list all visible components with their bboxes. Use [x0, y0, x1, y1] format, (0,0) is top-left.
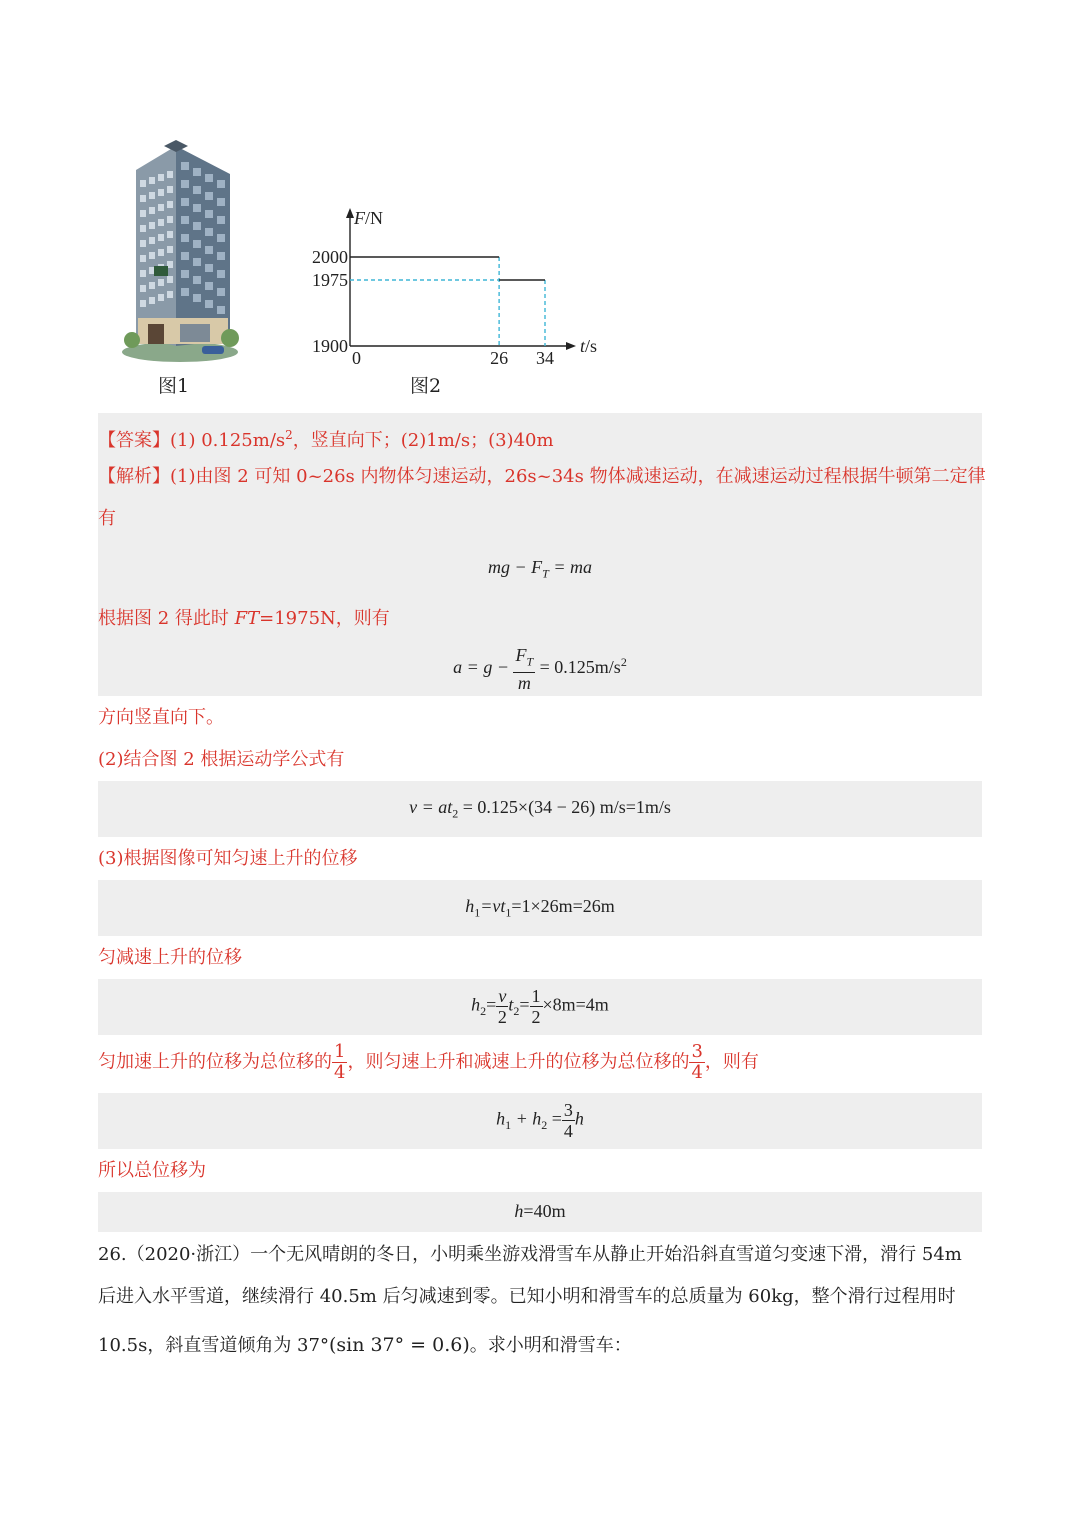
eq5-rest: ×8m=4m	[542, 994, 609, 1015]
line7-frac2	[689, 1042, 704, 1083]
answer-line	[98, 423, 554, 453]
frac1-num: 1	[334, 1041, 346, 1062]
eq5-num2: 1	[531, 986, 541, 1006]
eq2-fraction	[513, 645, 535, 693]
eq2-rhs-sup: 2	[620, 654, 627, 669]
eq2-num-text: F	[515, 645, 527, 665]
eq4-a: h	[465, 896, 475, 916]
eq3-b: = 0.125×(34 − 26) m/s=1m/s	[458, 797, 671, 817]
eq4-sub2: 1	[505, 905, 512, 920]
equation-5	[0, 986, 1080, 1027]
analysis-line-1	[98, 465, 986, 489]
eq5-sub2: 2	[513, 1004, 520, 1019]
eq6-num: 3	[563, 1100, 573, 1120]
building-illustration	[118, 140, 244, 366]
analysis-line-3: 方向竖直向下。	[98, 707, 224, 728]
analysis-line-2	[98, 607, 390, 631]
analysis-line-5: (3)根据图像可知匀速上升的位移	[98, 848, 358, 869]
x-tick-label-0: 0	[352, 348, 361, 368]
eq4-sub1: 1	[474, 905, 481, 920]
answer-tag: 【答案】	[98, 430, 170, 451]
frac1-den: 4	[334, 1062, 346, 1083]
analysis-line-1-text: (1)由图 2 可知 0~26s 内物体匀速运动，26s~34s 物体减速运动，在减速运动过程根据牛顿第二定律	[170, 466, 986, 487]
equation-2	[0, 645, 1080, 693]
y-axis-label: F/N	[354, 208, 383, 228]
analysis-tag: 【解析】	[98, 466, 170, 487]
line7-b: ，则匀速上升和减速上升的位移为总位移的	[347, 1051, 690, 1073]
answer-text-a: (1) 0.125m/s	[170, 430, 286, 451]
eq1-left: mg − F	[488, 557, 543, 577]
eq2-num	[513, 645, 535, 673]
frac2-num: 3	[691, 1041, 703, 1062]
eq7-b: =40m	[523, 1201, 566, 1221]
equation-6	[0, 1100, 1080, 1141]
eq6-sub2: 2	[541, 1118, 548, 1133]
analysis-line-8: 所以总位移为	[98, 1160, 206, 1181]
eq6-den: 4	[563, 1121, 573, 1141]
line7-frac1	[332, 1042, 347, 1083]
line7-a: 匀加速上升的位移为总位移的	[98, 1051, 332, 1073]
line7-c: ，则有	[704, 1051, 759, 1073]
equation-3	[0, 797, 1080, 822]
analysis-line-7	[98, 1042, 759, 1083]
equation-1	[0, 557, 1080, 582]
eq4-b: =vt	[480, 896, 506, 916]
answer-sup: 2	[285, 428, 293, 442]
x-axis-label: t/s	[580, 336, 598, 356]
y-tick-label-2000: 2000	[312, 247, 348, 267]
eq6-c: =	[547, 1108, 562, 1129]
eq2-rhs: = 0.125m/s	[539, 656, 621, 677]
eq3-sub: 2	[452, 806, 459, 821]
question-line-1: 26.（2020·浙江）一个无风晴朗的冬日，小明乘坐游戏滑雪车从静止开始沿斜直雪道匀变速下滑，滑行 54m	[98, 1244, 962, 1265]
equation-7	[0, 1201, 1080, 1222]
y-tick-label-1975: 1975	[312, 270, 348, 290]
figure-2-caption: 图2	[410, 375, 442, 397]
eq4-c: =1×26m=26m	[511, 896, 615, 916]
eq5-frac2	[530, 986, 543, 1027]
eq5-den1: 2	[497, 1007, 507, 1027]
eq5-den2: 2	[531, 1007, 541, 1027]
eq2-num-sub: T	[526, 654, 534, 669]
eq7-a: h	[514, 1201, 524, 1221]
figure-1-caption: 图1	[158, 375, 190, 397]
x-axis-arrow	[566, 342, 576, 350]
eq5-eq: =	[486, 994, 497, 1015]
question-line-3-a: 10.5s，斜直雪道倾角为 37°	[98, 1335, 329, 1356]
eq6-b: + h	[511, 1108, 542, 1129]
eq1-sub: T	[542, 566, 549, 581]
eq5-t: t	[508, 994, 514, 1015]
analysis-line-4: (2)结合图 2 根据运动学公式有	[98, 749, 345, 770]
analysis-line-6: 匀减速上升的位移	[98, 947, 242, 968]
force-time-chart	[296, 200, 606, 375]
y-tick-label-1900: 1900	[312, 336, 348, 356]
eq3-a: v = at	[409, 797, 453, 817]
eq6-sub1: 1	[505, 1118, 512, 1133]
eq1-right: = ma	[548, 557, 592, 577]
question-line-3	[98, 1333, 632, 1358]
line2-a: 根据图 2 得此时	[98, 608, 235, 629]
question-line-3-b: 。求小明和滑雪车：	[469, 1335, 632, 1356]
x-tick-label-26: 26	[490, 348, 509, 368]
eq5-num1: v	[498, 986, 507, 1006]
question-line-2: 后进入水平雪道，继续滑行 40.5m 后匀减速到零。已知小明和滑雪车的总质量为 60kg，整个滑行过程用时	[98, 1286, 956, 1307]
x-tick-label-34: 34	[536, 348, 554, 368]
equation-4	[0, 896, 1080, 921]
analysis-line-1b: 有	[98, 508, 116, 529]
line2-ft: FT	[234, 608, 260, 629]
eq6-frac	[562, 1100, 575, 1141]
line2-b: =1975N，则有	[259, 608, 390, 629]
eq5-sub1: 2	[480, 1004, 487, 1019]
eq2-den: m	[517, 672, 531, 693]
eq6-d: h	[574, 1108, 584, 1129]
eq6-a: h	[496, 1108, 506, 1129]
frac2-den: 4	[691, 1062, 703, 1083]
eq5-a: h	[471, 994, 481, 1015]
eq2-lhs: a = g −	[453, 656, 509, 677]
answer-text-b: ，竖直向下；(2)1m/s；(3)40m	[292, 430, 554, 451]
eq5-eq2: =	[519, 994, 530, 1015]
y-axis-arrow	[346, 208, 354, 218]
question-sin-paren: (sin 37° = 0.6)	[328, 1334, 470, 1356]
eq5-frac1	[496, 986, 508, 1027]
